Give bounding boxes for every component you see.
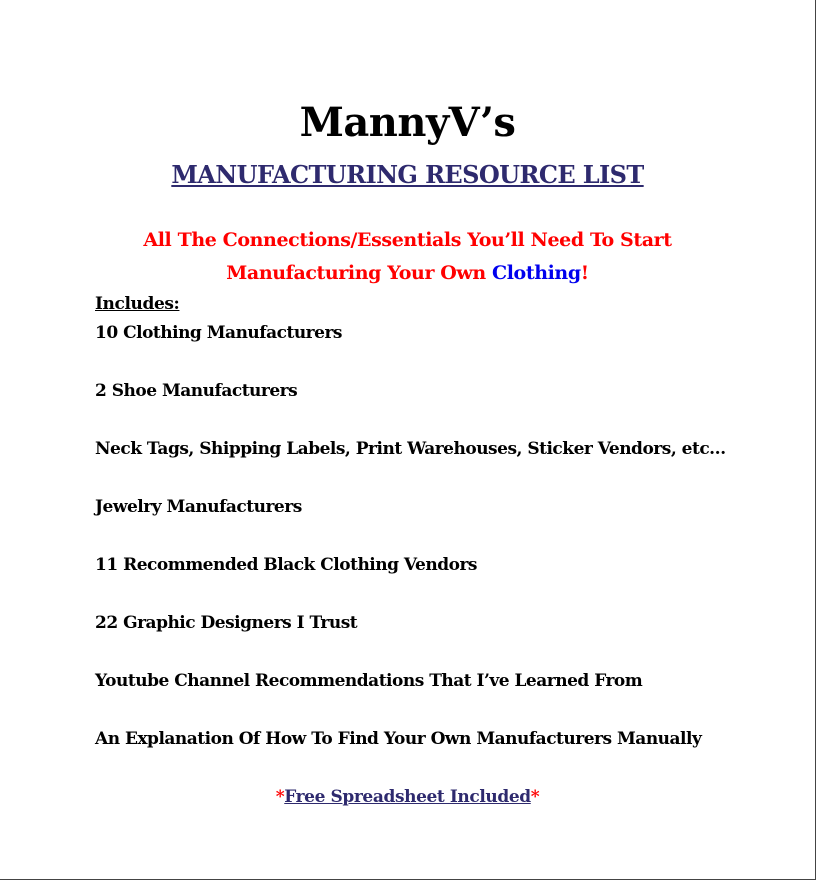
list-item: 22 Graphic Designers I Trust (95, 613, 358, 633)
footer-note (0, 785, 815, 809)
list-item: 2 Shoe Manufacturers (95, 381, 298, 401)
tagline-highlight-clothing: Clothing (492, 262, 581, 284)
tagline-line-2-prefix: Manufacturing Your Own (226, 262, 493, 284)
tagline-line-1 (0, 226, 815, 254)
tagline-line-2 (0, 259, 815, 287)
list-item: An Explanation Of How To Find Your Own Manufacturers Manually (95, 729, 702, 749)
tagline-line-1-text: All The Connections/Essentials You’ll Need To Start (143, 229, 672, 251)
tagline-line-2-suffix: ! (580, 262, 589, 284)
list-item: Jewelry Manufacturers (95, 497, 302, 517)
free-spreadsheet-link[interactable]: Free Spreadsheet Included (284, 787, 531, 807)
document-title: MannyV’s (299, 99, 516, 146)
list-item: 11 Recommended Black Clothing Vendors (95, 555, 477, 575)
footer-star-right: * (530, 787, 540, 807)
document-subtitle: MANUFACTURING RESOURCE LIST (171, 160, 644, 189)
list-item: Neck Tags, Shipping Labels, Print Warehouses, Sticker Vendors, etc… (95, 439, 726, 459)
includes-label: Includes: (95, 294, 180, 314)
footer-star-left: * (275, 787, 285, 807)
list-item: 10 Clothing Manufacturers (95, 323, 342, 343)
list-item: Youtube Channel Recommendations That I’ve Learned From (95, 671, 643, 691)
